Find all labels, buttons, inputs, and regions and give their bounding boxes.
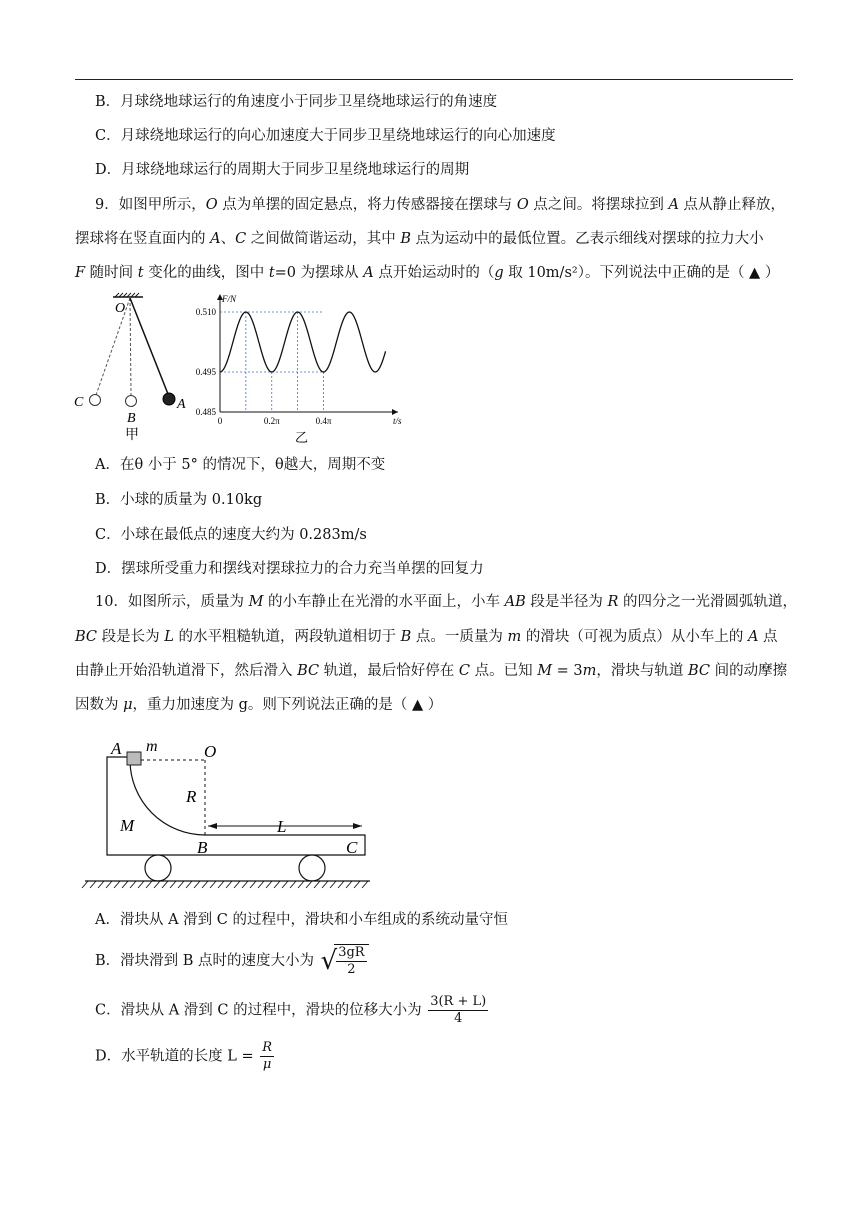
frac-denominator: 2 [347,962,356,977]
frac-numerator: 3(R + L) [430,994,487,1009]
frac-denominator: 4 [454,1011,463,1026]
caption-jia: 甲 [125,428,139,443]
y-tick-label: 0.495 [195,367,216,377]
q9-option-c: C．小球在最低点的速度大约为 0.283m/s [95,527,367,543]
q9-option-b: B．小球的质量为 0.10kg [95,492,263,508]
y-tick-label: 0.485 [195,407,216,417]
hatch-mark [314,881,320,888]
q9-stem-line2: 摆球将在竖直面内的 A、C 之间做简谐运动，其中 B 点为运动中的最低位置。乙表示细线对摆球的拉力大小 [75,231,764,247]
hatch-mark [362,881,368,888]
hatch-mark [178,881,184,888]
slider-block [127,752,141,765]
wheel-left [145,855,171,881]
hatch-mark [266,881,272,888]
hatch-mark [82,881,88,888]
frac-denominator: μ [262,1057,272,1072]
hatch-mark [290,881,296,888]
arrow-right-head [353,823,362,829]
sqrt-expression: √ $\frac{3gR}{2}$ [321,944,369,978]
caption-yi: 乙 [295,430,309,445]
hatch-mark [122,881,128,888]
q10-option-c-text: C．滑块从 A 滑到 C 的过程中，滑块的位移大小为 [95,1002,422,1019]
hatch-mark [154,881,160,888]
x-tick-label: 0.2π [263,416,280,426]
q10-option-b-text: B．滑块滑到 B 点时的速度大小为 [95,953,315,969]
string-at-b [130,298,131,395]
bob-a [163,393,175,405]
force-time-chart [180,288,405,448]
hatch-mark [346,881,352,888]
hatch-mark [258,881,264,888]
arrow-left-head [208,823,217,829]
label-l: L [277,817,287,836]
q9-stem-line1: 9．如图甲所示，O 点为单摆的固定悬点，将力传感器接在摆球与 O 点之间。将摆球拉到 A 点从静止释放， [95,197,786,213]
label-m: m [146,738,158,755]
hatch-mark [114,881,120,888]
hatch-mark [130,881,136,888]
q9-option-a: A．在θ 小于 5° 的情况下，θ越大，周期不变 [95,457,386,473]
hatch-mark [194,881,200,888]
hatch-mark [234,881,240,888]
hatch-mark [170,881,176,888]
hatch-mark [138,881,144,888]
cart-figure [80,735,380,895]
q8-option-c: C．月球绕地球运行的向心加速度大于同步卫星绕地球运行的向心加速度 [95,128,556,144]
q10-option-d-text: D．水平轨道的长度 L = [95,1048,254,1065]
label-c: C [346,838,358,857]
wheel-right [299,855,325,881]
q8-option-b: B．月球绕地球运行的角速度小于同步卫星绕地球运行的角速度 [95,94,498,110]
label-a: A [111,739,122,758]
label-a: A [177,397,186,412]
hatch-mark [274,881,280,888]
q9-option-d: D．摆球所受重力和摆线对摆球拉力的合力充当单摆的回复力 [95,561,484,577]
y-tick-label: 0.510 [195,307,216,317]
hatch-mark [354,881,360,888]
hatch-mark [98,881,104,888]
hatch-mark [322,881,328,888]
hatch-mark [210,881,216,888]
label-o: O [204,742,217,761]
hatch-mark [306,881,312,888]
frac-numerator: 3gR [338,945,365,960]
fraction [260,1040,274,1073]
hatch-mark [330,881,336,888]
label-b: B [197,838,208,857]
q8-option-d: D．月球绕地球运行的周期大于同步卫星绕地球运行的周期 [95,162,470,178]
q10-stem-line3: 由静止开始沿轨道滑下，然后滑入 BC 轨道，最后恰好停在 C 点。已知 M = 3m，滑块与轨道 BC 间的动摩擦 [75,663,788,679]
fraction [428,994,488,1027]
header-rule [75,79,793,80]
hatch-mark [218,881,224,888]
y-axis-label: F/N [222,294,237,304]
hatch-mark [162,881,168,888]
bob-b [126,396,137,407]
x-tick-label: 0.4π [315,416,332,426]
x-axis-arrow [392,409,398,415]
label-b: B [127,411,136,426]
hatch-mark [106,881,112,888]
hatch-mark [282,881,288,888]
label-big-m: M [120,816,135,835]
force-curve [220,312,386,372]
q10-option-a: A．滑块从 A 滑到 C 的过程中，滑块和小车组成的系统动量守恒 [95,912,508,928]
hatch-mark [226,881,232,888]
q10-option-c [95,994,490,1027]
frac-numerator: R [262,1040,273,1055]
bob-c [90,395,101,406]
q10-option-b [95,944,369,978]
label-r: R [186,787,197,806]
hatch-mark [90,881,96,888]
ground-hatch [82,881,368,888]
q10-option-d [95,1040,276,1073]
hatch-mark [146,881,152,888]
q10-stem-line4: 因数为 μ，重力加速度为 g。则下列说法正确的是（ ▲ ） [75,697,443,713]
x-tick-label: 0 [217,416,223,426]
hatch-mark [298,881,304,888]
hatch-mark [202,881,208,888]
label-c: C [74,395,84,410]
label-o: O [115,301,126,316]
hatch-mark [338,881,344,888]
q10-stem-line2: BC 段是长为 L 的水平粗糙轨道，两段轨道相切于 B 点。一质量为 m 的滑块（可视为质点）从小车上的 A 点 [75,629,778,645]
q9-stem-line3: F 随时间 t 变化的曲线，图中 t=0 为摆球从 A 点开始运动时的（g 取 10m/s²）。下列说法中正确的是（ ▲ ） [75,265,780,281]
x-axis-label: t/s [393,416,402,426]
q10-stem-line1: 10．如图所示，质量为 M 的小车静止在光滑的水平面上，小车 AB 段是半径为 R 的四分之一光滑圆弧轨道， [95,594,798,610]
cart-body [107,757,365,855]
hatch-mark [186,881,192,888]
string-at-a [130,298,168,394]
hatch-mark [250,881,256,888]
hatch-mark [242,881,248,888]
